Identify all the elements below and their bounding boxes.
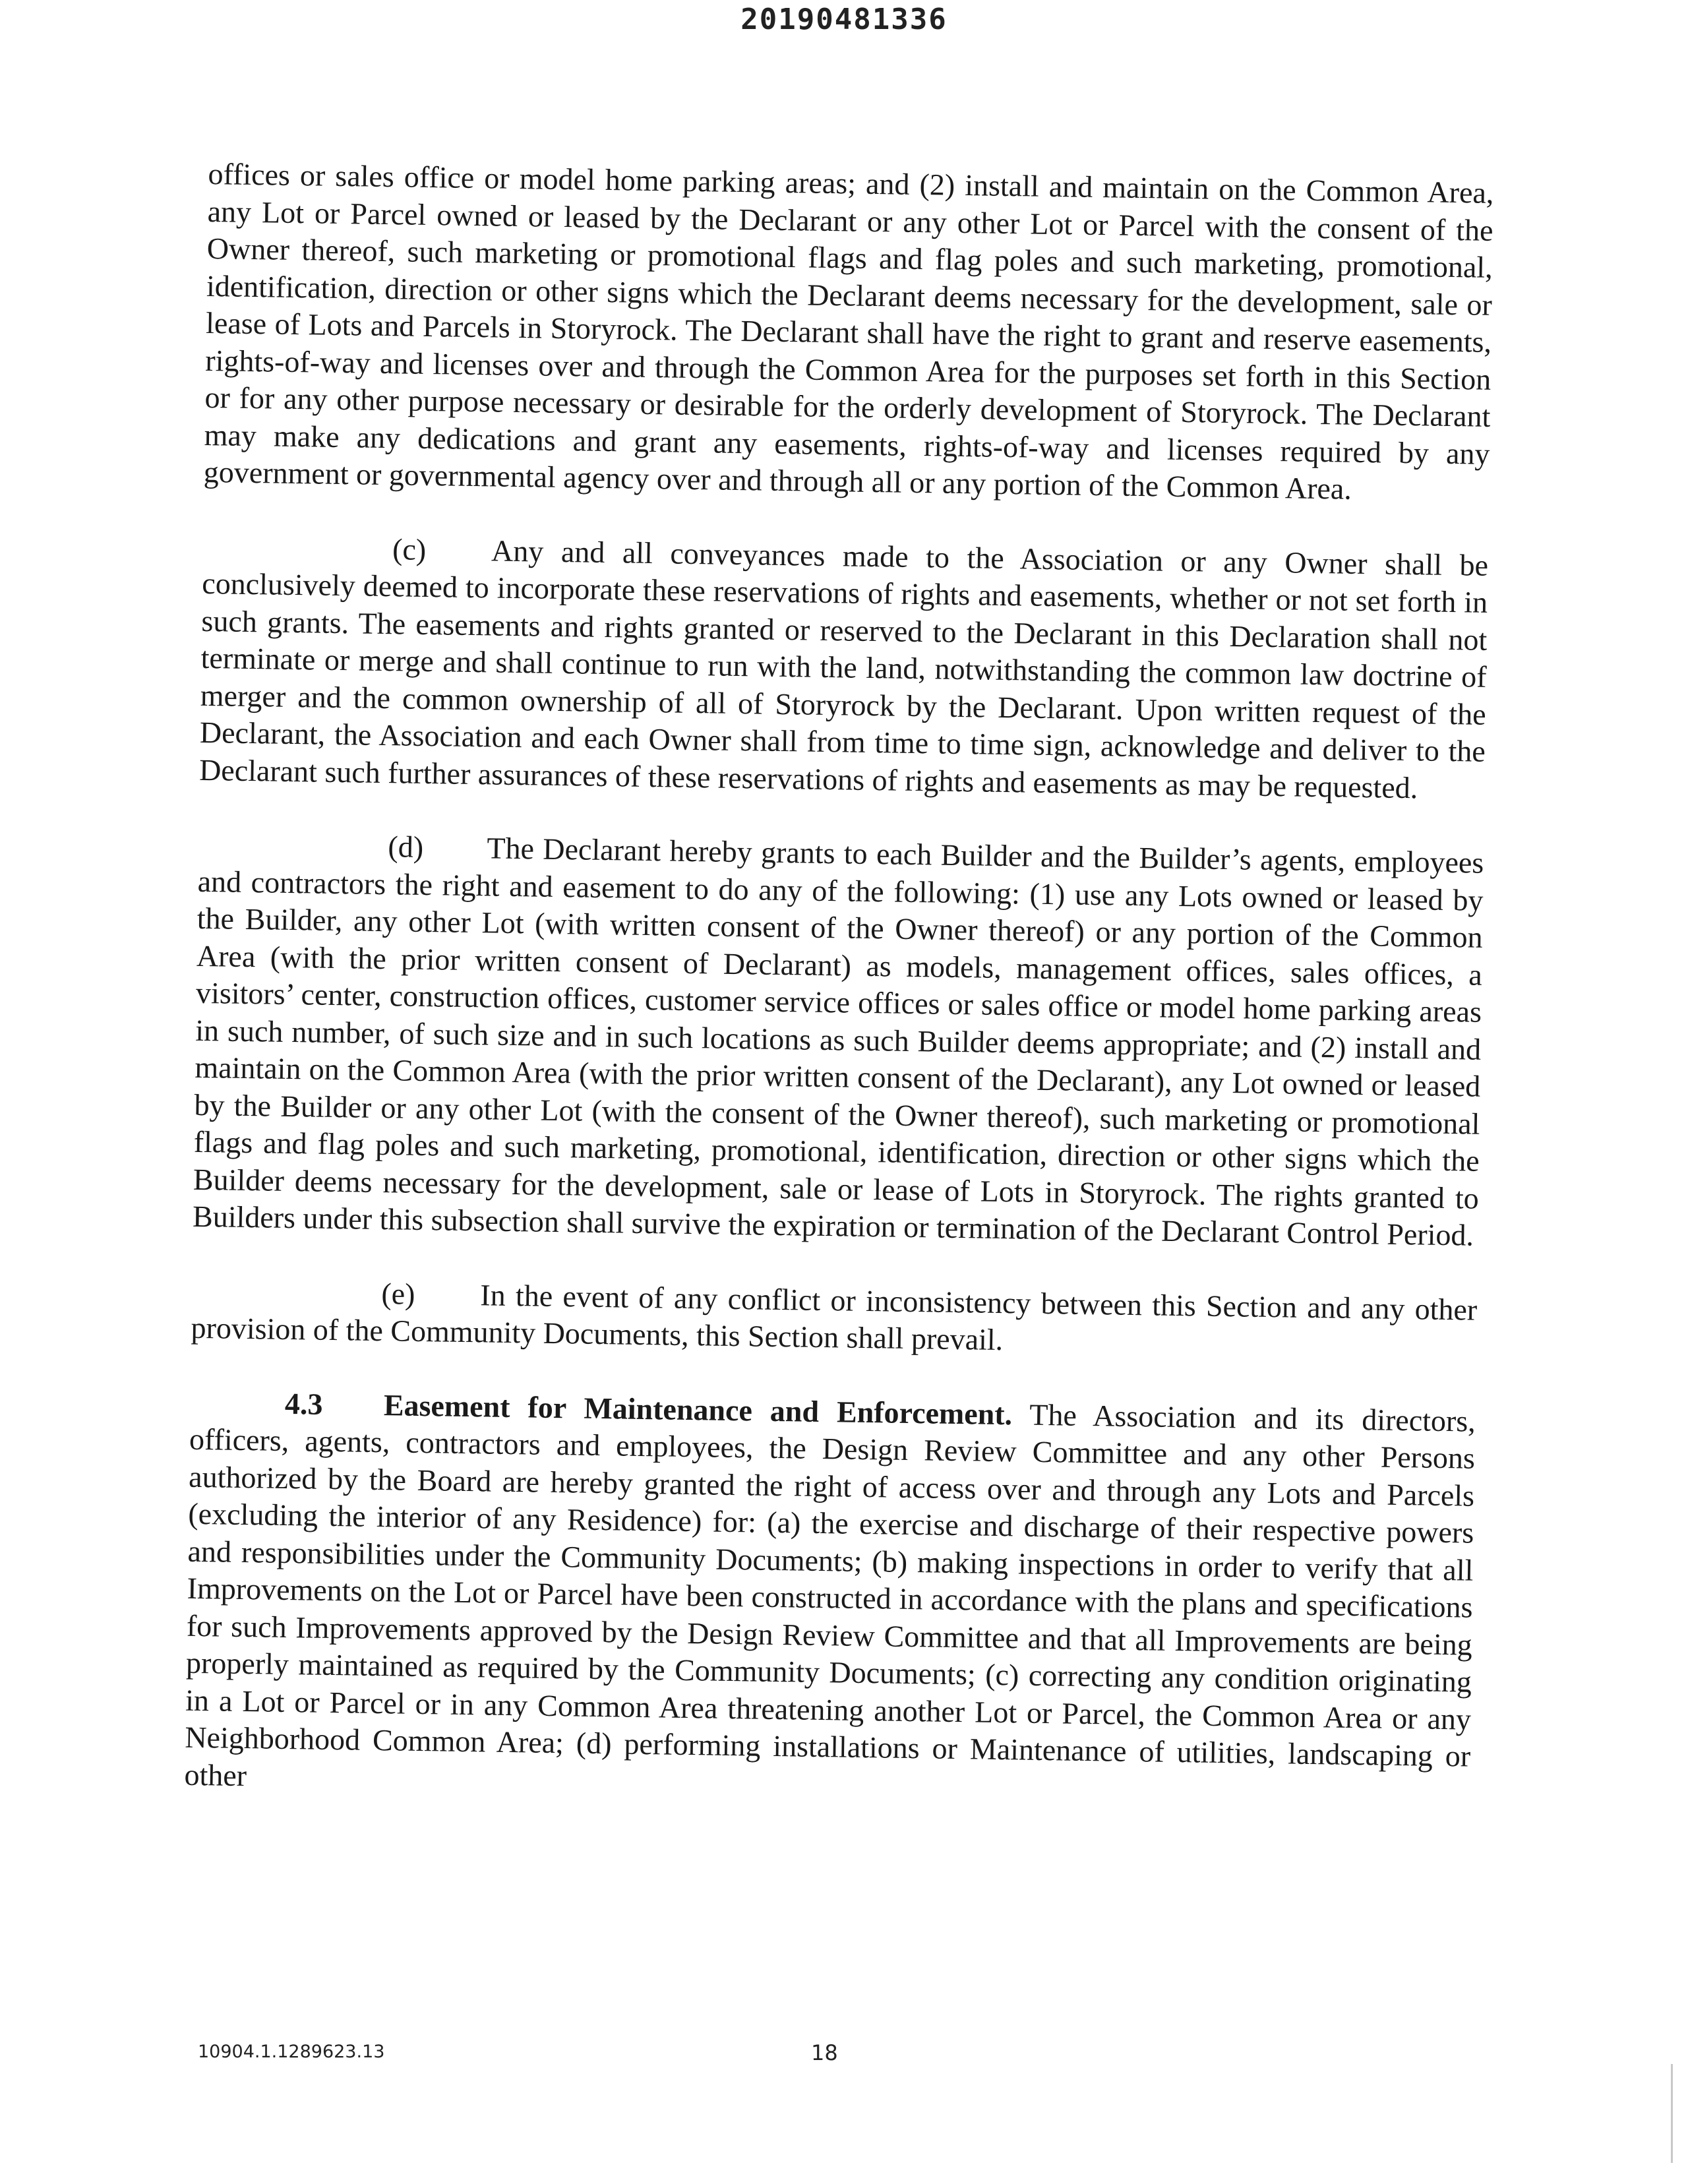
section-4-3 bbox=[184, 1383, 1476, 1812]
subsection-d bbox=[193, 826, 1484, 1254]
document-body bbox=[183, 156, 1493, 1850]
paragraph-intro: offices or sales office or model home parking areas; and (2) install and maintain on the Common Area, any Lot or Parcel owned or leased by the Declarant or any other Lot or Parcel with the consent of the Owner thereof, such marketing or promotional flags and flag poles and such marketing, promotional, identification, direction or other signs which the Declarant deems necessary for the development, sale or lease of Lots and Parcels in Storyrock. The Declarant shall have the right to grant and reserve easements, rights-of-way and licenses over and through the Common Area for the purposes set forth in this Section or for any other purpose necessary or desirable for the orderly development of Storyrock. The Declarant may make any dedications and grant any easements, rights-of-way and licenses required by any government or governmental agency over and through all or any portion of the Common Area. bbox=[203, 156, 1494, 506]
subsection-d-text: The Declarant hereby grants to each Builder and the Builder’s agents, employees and contractors the right and easement to do any of the following: (1) use any Lots owned or leased by the Builder, any other Lot (with written consent of the Owner thereof) or any portion of the Common Area (with the prior written consent of Declarant) as models, management offices, sales offices, a visitors’ center, construction offices, customer service offices or sales office or model home parking areas in such number, of such size and in such locations as such Builder deems appropriate; and (2) install and maintain on the Common Area (with the prior written consent of the Declarant), any Lot owned or leased by the Builder or any other Lot (with the consent of the Owner thereof), such marketing or promotional flags and flag poles and such marketing, promotional, identification, direction or other signs which the Builder deems necessary for the development, sale or lease of Lots in Storyrock. The rights granted to Builders under this subsection shall survive the expiration or termination of the Declarant Control Period. bbox=[192, 831, 1484, 1252]
section-title: Easement for Maintenance and Enforcement. bbox=[383, 1387, 1013, 1431]
subsection-e bbox=[191, 1272, 1477, 1366]
subsection-c bbox=[199, 528, 1489, 807]
footer-document-id: 10904.1.1289623.13 bbox=[198, 2042, 385, 2062]
section-text: The Association and its directors, officers, agents, contractors and employees, the Design Review Committee and any other Persons authorized by the Board are hereby granted the right of access over and through any Lots and Parcels (excluding the interior of any Residence) for: (a) the exercise and discharge of their respective powers and responsibilities under the Community Documents; (b) making inspections in order to verify that all Improvements on the Lot or Parcel have been constructed in accordance with the plans and specifications for such Improvements approved by the Design Review Committee and that all Improvements are being properly maintained as required by the Community Documents; (c) correcting any condition originating in a Lot or Parcel or in any Common Area threatening another Lot or Parcel, the Common Area or any Neighborhood Common Area; (d) performing installations or Maintenance of utilities, landscaping or other bbox=[184, 1397, 1476, 1792]
subsection-c-text: Any and all conveyances made to the Association or any Owner shall be conclusively deemed to incorporate these reservations of rights and easements, whether or not set forth in such grants. The easements and rights granted or reserved to the Declarant in this Declaration shall not terminate or merge and shall continue to run with the land, notwithstanding the common law doctrine of merger and the common ownership of all of Storyrock by the Declarant. Upon written request of the Declarant, the Association and each Owner shall from time to time sign, acknowledge and deliver to the Declarant such further assurances of these reservations of rights and easements as may be requested. bbox=[198, 533, 1489, 804]
subsection-e-label: (e) bbox=[381, 1276, 415, 1311]
subsection-c-label: (c) bbox=[392, 531, 427, 566]
page-number: 18 bbox=[811, 2040, 838, 2065]
subsection-e-text: In the event of any conflict or inconsistency between this Section and any other provision of the Community Documents, this Section shall prevail. bbox=[191, 1277, 1478, 1357]
section-number: 4.3 bbox=[284, 1386, 323, 1421]
subsection-d-label: (d) bbox=[388, 830, 424, 864]
recording-number: 20190481336 bbox=[740, 3, 948, 36]
scan-edge-mark bbox=[1671, 2064, 1673, 2163]
